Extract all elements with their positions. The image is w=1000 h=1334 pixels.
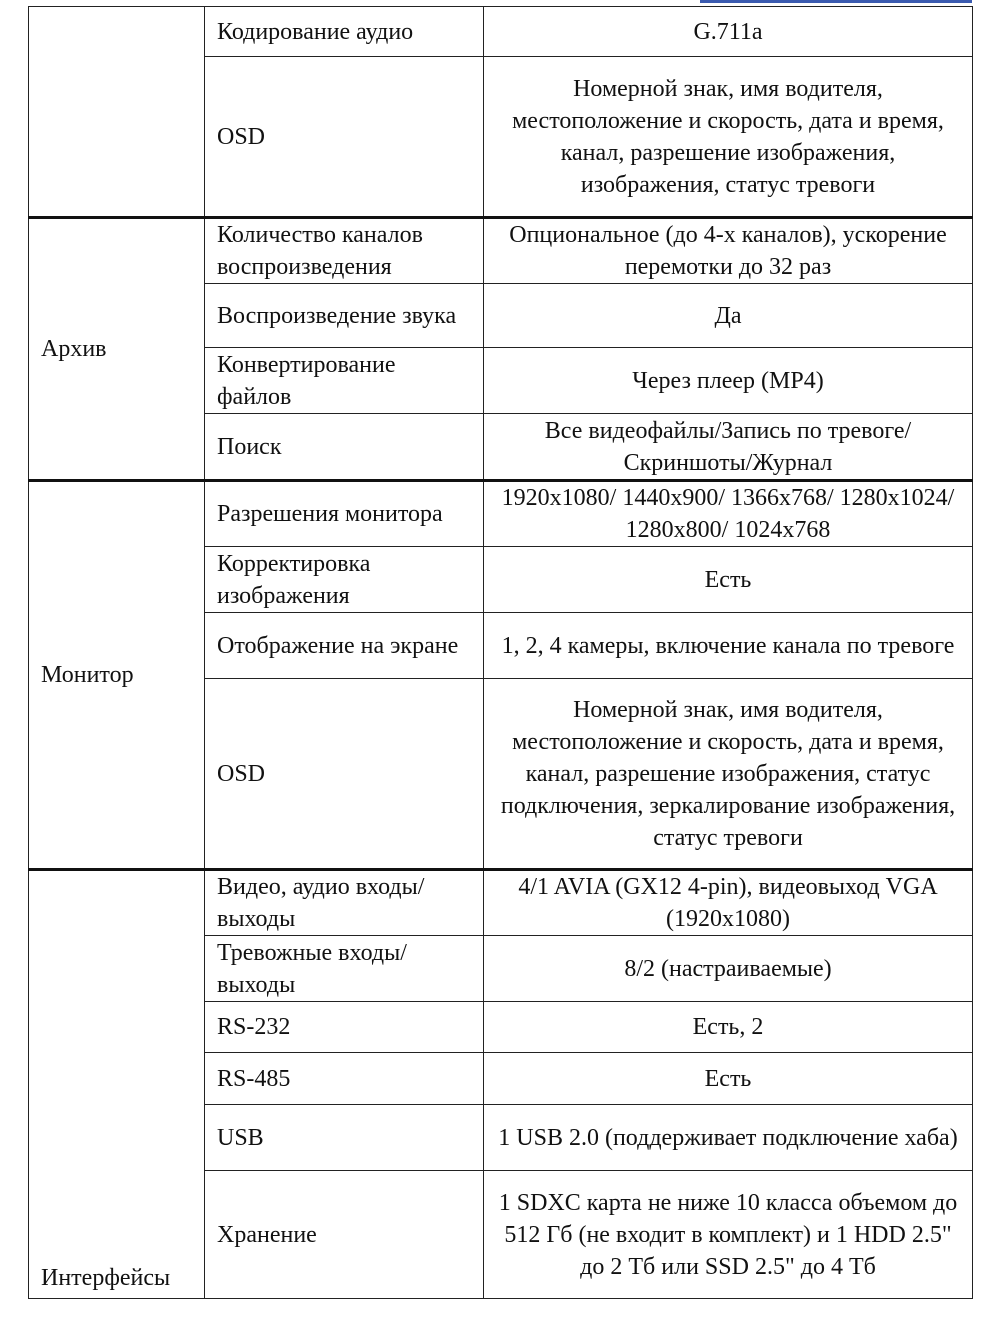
table-row bbox=[29, 218, 973, 284]
param-cell: Разрешения монитора bbox=[205, 481, 484, 547]
group-cell: Монитор bbox=[29, 481, 205, 870]
value-cell: 1 USB 2.0 (поддерживает подключение хаба) bbox=[484, 1105, 973, 1171]
param-cell: Количество каналов воспроизведения bbox=[205, 218, 484, 284]
group-cell bbox=[29, 7, 205, 218]
value-cell: 1920x1080/ 1440x900/ 1366x768/ 1280x1024/ 1280x800/ 1024x768 bbox=[484, 481, 973, 547]
value-cell: Есть bbox=[484, 1053, 973, 1105]
value-cell: 4/1 AVIA (GX12 4-pin), видеовыход VGA (1920x1080) bbox=[484, 870, 973, 936]
param-cell: Тревожные входы/выходы bbox=[205, 936, 484, 1002]
value-cell: Номерной знак, имя водителя, местоположение и скорость, дата и время, канал, разрешение изображения, статус подключения, зеркалирование изображения, статус тревоги bbox=[484, 679, 973, 870]
value-cell: 1, 2, 4 камеры, включение канала по тревоге bbox=[484, 613, 973, 679]
group-cell: Интерфейсы bbox=[29, 870, 205, 1299]
param-cell: USB bbox=[205, 1105, 484, 1171]
param-cell: OSD bbox=[205, 57, 484, 218]
group-cell: Архив bbox=[29, 218, 205, 481]
spec-table bbox=[28, 6, 973, 1299]
param-cell: Корректировка изображения bbox=[205, 547, 484, 613]
table-row bbox=[29, 7, 973, 57]
value-cell: 8/2 (настраиваемые) bbox=[484, 936, 973, 1002]
param-cell: Кодирование аудио bbox=[205, 7, 484, 57]
top-edge-rule bbox=[700, 0, 972, 3]
value-cell: Все видеофайлы/Запись по тревоге/Скриншоты/Журнал bbox=[484, 414, 973, 481]
value-cell: Опциональное (до 4-х каналов), ускорение перемотки до 32 раз bbox=[484, 218, 973, 284]
param-cell: Поиск bbox=[205, 414, 484, 481]
param-cell: Хранение bbox=[205, 1171, 484, 1299]
param-cell: RS-232 bbox=[205, 1002, 484, 1053]
value-cell: Да bbox=[484, 284, 973, 348]
table-row bbox=[29, 870, 973, 936]
param-cell: OSD bbox=[205, 679, 484, 870]
param-cell: Видео, аудио входы/выходы bbox=[205, 870, 484, 936]
value-cell: 1 SDXC карта не ниже 10 класса объемом до 512 Гб (не входит в комплект) и 1 HDD 2.5" до 2 Тб или SSD 2.5" до 4 Тб bbox=[484, 1171, 973, 1299]
table-row bbox=[29, 481, 973, 547]
param-cell: Конвертирование файлов bbox=[205, 348, 484, 414]
param-cell: RS-485 bbox=[205, 1053, 484, 1105]
value-cell: Есть bbox=[484, 547, 973, 613]
value-cell: Номерной знак, имя водителя, местоположение и скорость, дата и время, канал, разрешение изображения, изображения, статус тревоги bbox=[484, 57, 973, 218]
param-cell: Воспроизведение звука bbox=[205, 284, 484, 348]
value-cell: Есть, 2 bbox=[484, 1002, 973, 1053]
value-cell: G.711a bbox=[484, 7, 973, 57]
param-cell: Отображение на экране bbox=[205, 613, 484, 679]
value-cell: Через плеер (MP4) bbox=[484, 348, 973, 414]
